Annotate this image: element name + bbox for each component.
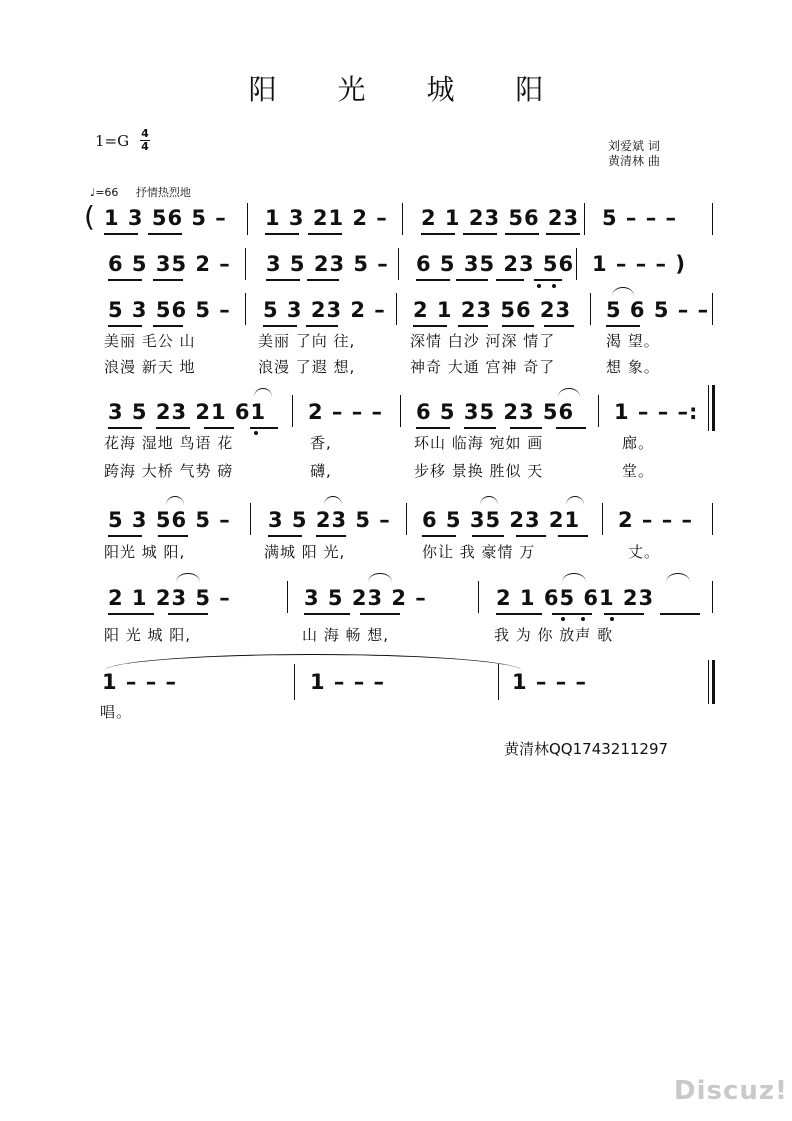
lyric: 花海 湿地 鸟语 花 — [104, 434, 234, 452]
measure: 5 3 23 2 – — [263, 298, 386, 322]
measure: 2 1 65 61 23 — [496, 586, 655, 610]
measure: 1 – – – — [102, 670, 178, 694]
lyric: 礴, — [310, 462, 332, 480]
lyric: 想 象。 — [606, 358, 660, 376]
lyric: 廊。 — [622, 434, 655, 452]
measure: 6 5 35 2 – — [108, 252, 231, 276]
time-signature-bottom: 4 — [141, 140, 149, 153]
lyric: 丈。 — [628, 543, 661, 561]
lyric: 深情 白沙 河深 情了 — [410, 332, 556, 350]
lyric: 我 为 你 放声 歌 — [494, 626, 614, 644]
lyric: 跨海 大桥 气势 磅 — [104, 462, 234, 480]
measure: 2 1 23 5 – — [108, 586, 231, 610]
lyric: 环山 临海 宛如 画 — [414, 434, 544, 452]
measure: 5 6 5 – – — [606, 298, 710, 322]
lyric: 阳光 城 阳, — [104, 543, 186, 561]
expression-mark: 抒情热烈地 — [135, 186, 191, 199]
lyric: 阳 光 城 阳, — [104, 626, 192, 644]
measure: 2 1 23 56 23 — [421, 206, 580, 230]
measure: 1 – – – ) — [592, 252, 686, 276]
measure: 1 3 56 5 – — [104, 206, 227, 230]
measure: 2 1 23 56 23 — [413, 298, 572, 322]
measure: 3 5 23 5 – — [268, 508, 391, 532]
lyric: 浪漫 新天 地 — [104, 358, 196, 376]
open-paren: ( — [84, 200, 95, 233]
song-title: 阳 光 城 阳 — [248, 73, 570, 106]
lyric: 美丽 了向 往, — [258, 332, 356, 350]
measure: 6 5 35 23 21 — [422, 508, 581, 532]
measure: 1 – – – — [310, 670, 386, 694]
lyric: 神奇 大通 宫神 奇了 — [410, 358, 556, 376]
measure: 6 5 35 23 56 — [416, 252, 575, 276]
measure: 6 5 35 23 56 — [416, 400, 575, 424]
time-signature-top: 4 — [141, 127, 149, 140]
measure: 5 – – – — [602, 206, 678, 230]
lyricist-credit: 刘爱斌 词 — [608, 139, 660, 153]
measure: 3 5 23 21 61 — [108, 400, 267, 424]
lyric: 堂。 — [622, 462, 655, 480]
lyric: 渴 望。 — [606, 332, 660, 350]
lyric: 山 海 畅 想, — [302, 626, 390, 644]
lyric: 唱。 — [100, 703, 133, 721]
discuz-watermark: Discuz! — [674, 1076, 788, 1106]
measure: 3 5 23 2 – — [304, 586, 427, 610]
lyric: 浪漫 了遐 想, — [258, 358, 356, 376]
lyric: 步移 景换 胜似 天 — [414, 462, 544, 480]
measure: 1 – – –: — [614, 400, 699, 424]
measure: 2 – – – — [618, 508, 694, 532]
measure: 3 5 23 5 – — [266, 252, 389, 276]
key-signature: 1=G — [95, 132, 130, 150]
measure: 5 3 56 5 – — [108, 508, 231, 532]
measure: 2 – – – — [308, 400, 384, 424]
lyric: 香, — [310, 434, 332, 452]
measure: 1 – – – — [512, 670, 588, 694]
tempo-mark: ♩=66 — [90, 186, 119, 199]
arranger-signature: 黄清林QQ1743211297 — [504, 740, 669, 758]
lyric: 美丽 毛公 山 — [104, 332, 196, 350]
composer-credit: 黄清林 曲 — [608, 154, 660, 168]
measure: 1 3 21 2 – — [265, 206, 388, 230]
measure: 5 3 56 5 – — [108, 298, 231, 322]
lyric: 满城 阳 光, — [264, 543, 346, 561]
lyric: 你让 我 豪情 万 — [422, 543, 536, 561]
